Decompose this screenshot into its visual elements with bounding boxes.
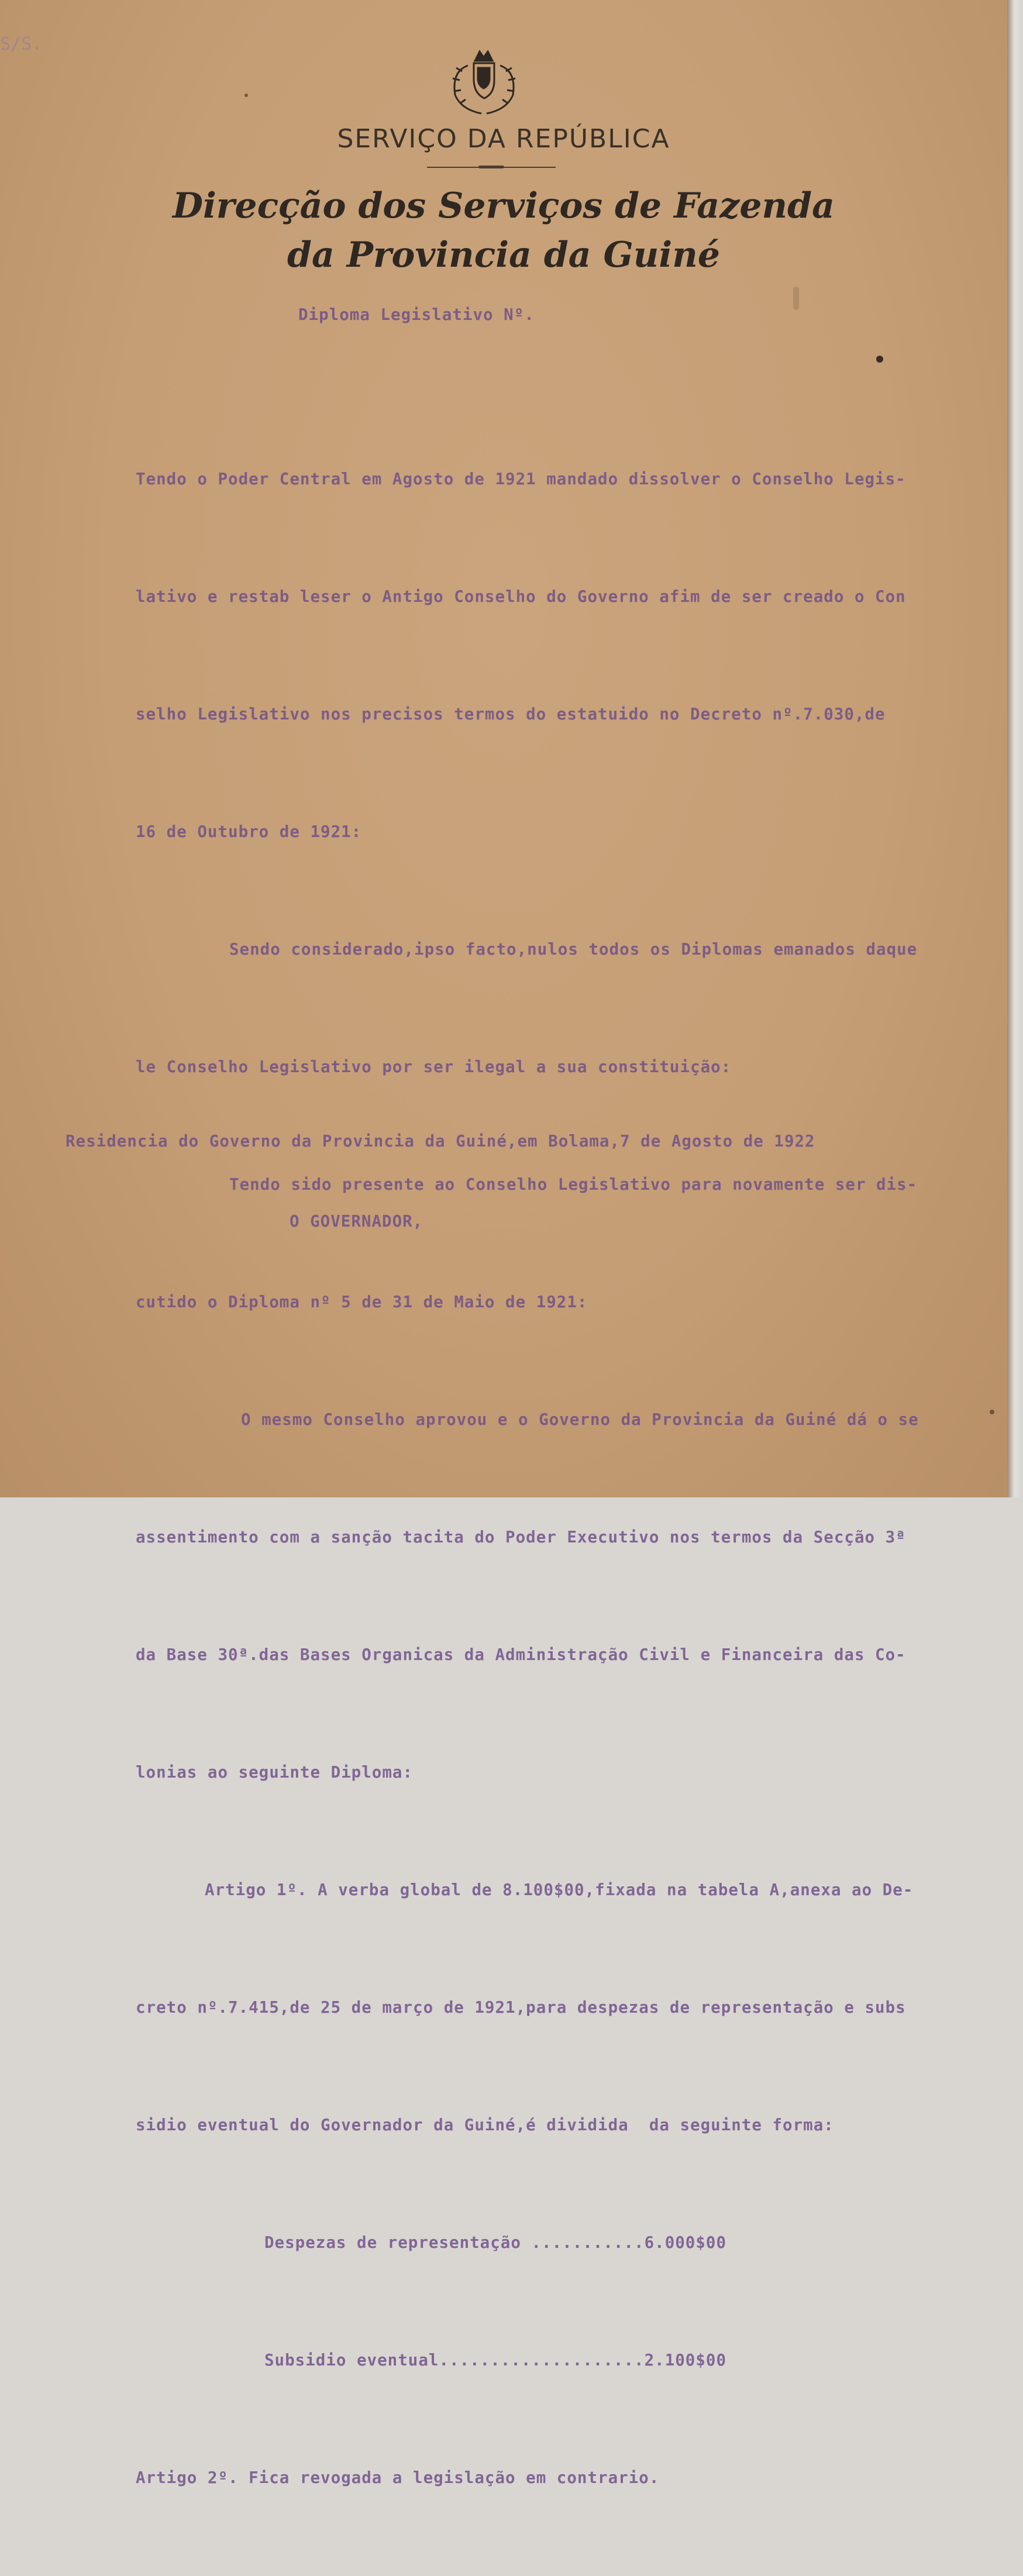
body-line: O mesmo Conselho aprovou e o Governo da Provincia da Guiné dá o se — [241, 1410, 919, 1429]
article-1-line: sidio eventual do Governador da Guiné,é dividida da seguinte forma: — [136, 2116, 834, 2134]
corner-mark: S/S. — [0, 34, 43, 54]
body-line: da Base 30ª.das Bases Organicas da Administração Civil e Financeira das Co- — [136, 1645, 906, 1664]
body-line: selho Legislativo nos precisos termos do estatuido no Decreto nº.7.030,de — [136, 705, 886, 724]
expense-item-representation: Despezas de representação ...........6.000$00 — [264, 2233, 727, 2252]
body-line: Sendo considerado,ipso facto,nulos todos os Diplomas emanados daque — [229, 940, 918, 959]
document-label: Diploma Legislativo Nº. — [298, 305, 535, 324]
department-line-1: Direcção dos Serviços de Fazenda — [172, 185, 835, 226]
body-line: le Conselho Legislativo por ser ilegal a sua constituição: — [136, 1058, 732, 1076]
body-line: lonias ao seguinte Diploma: — [136, 1763, 414, 1782]
body-line: Tendo sido presente ao Conselho Legislativo para novamente ser dis- — [229, 1175, 918, 1194]
department-line-2: da Provincia da Guiné — [287, 235, 720, 275]
article-1-line: Artigo 1º. A verba global de 8.100$00,fixada na tabela A,anexa ao De- — [205, 1881, 914, 1899]
service-heading: SERVIÇO DA REPÚBLICA — [337, 124, 670, 154]
paper-speck — [990, 1410, 994, 1414]
expense-item-subsidy: Subsidio eventual....................2.100$00 — [264, 2351, 727, 2370]
article-1-line: creto nº.7.415,de 25 de março de 1921,para despezas de representação e subs — [136, 1998, 906, 2017]
coat-of-arms-icon — [445, 48, 523, 118]
signature-line: O GOVERNADOR, — [290, 1212, 423, 1231]
closing-line: Residencia do Governo da Provincia da Guiné,em Bolama,7 de Agosto de 1922 — [66, 1132, 815, 1151]
department-heading — [0, 181, 1007, 280]
paper-speck — [793, 287, 799, 310]
paper-speck — [876, 356, 883, 363]
heading-divider — [427, 167, 556, 168]
document-body — [136, 381, 919, 2576]
body-line: assentimento com a sanção tacita do Poder Executivo nos termos da Secção 3ª — [136, 1528, 906, 1547]
page-edge — [1007, 0, 1023, 1497]
paper-speck — [244, 94, 248, 97]
article-2: Artigo 2º. Fica revogada a legislação em contrario. — [136, 2468, 660, 2487]
body-line: cutido o Diploma nº 5 de 31 de Maio de 1921: — [136, 1293, 588, 1311]
body-line: lativo e restab leser o Antigo Conselho do Governo afim de ser creado o Con — [136, 587, 906, 606]
body-line: 16 de Outubro de 1921: — [136, 822, 362, 841]
body-line: Tendo o Poder Central em Agosto de 1921 mandado dissolver o Conselho Legis- — [136, 470, 906, 488]
